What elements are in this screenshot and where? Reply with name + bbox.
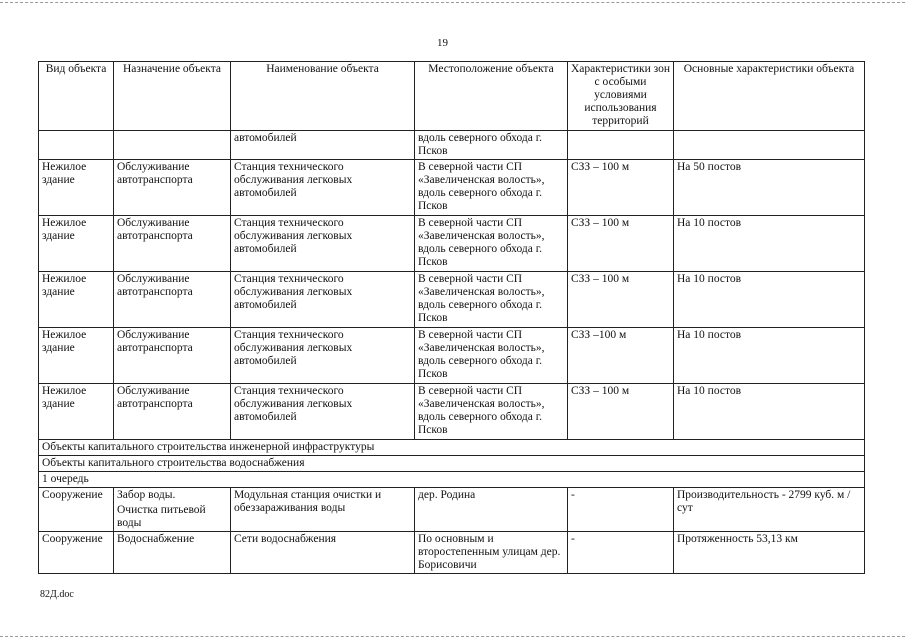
table-cell: СЗЗ – 100 м	[568, 160, 674, 216]
table-cell: СЗЗ – 100 м	[568, 216, 674, 272]
table-row	[39, 384, 865, 440]
table-cell: По основным и второстепенным улицам дер. Борисовичи	[415, 532, 568, 574]
page-number: 19	[437, 37, 448, 49]
section-title-water: Объекты капитального строительства водоснабжения	[39, 456, 865, 472]
table-row	[39, 216, 865, 272]
table-cell: Станция технического обслуживания легковых автомобилей	[231, 328, 415, 384]
table-cell: Обслуживание автотранспорта	[114, 384, 231, 440]
table-cell: Обслуживание автотранспорта	[114, 272, 231, 328]
table-cell: Сети водоснабжения	[231, 532, 415, 574]
stage-row	[39, 472, 865, 488]
table-cell	[39, 131, 114, 160]
header-row	[39, 62, 865, 131]
table-cell: Водоснабжение	[114, 532, 231, 574]
footer-filename: 82Д.doc	[40, 589, 74, 600]
table-cell	[568, 131, 674, 160]
stage-label: 1 очередь	[39, 472, 865, 488]
table-row	[39, 488, 865, 532]
scan-bottom-edge	[0, 636, 905, 637]
table-cell: Обслуживание автотранспорта	[114, 328, 231, 384]
table-cell: В северной части СП «Завеличенская волость», вдоль северного обхода г. Псков	[415, 272, 568, 328]
table-cell: Станция технического обслуживания легковых автомобилей	[231, 160, 415, 216]
table-cell: Нежилое здание	[39, 160, 114, 216]
table-row	[39, 160, 865, 216]
table-cell: Обслуживание автотранспорта	[114, 160, 231, 216]
table-cell: На 50 постов	[674, 160, 865, 216]
table-cell: В северной части СП «Завеличенская волость», вдоль северного обхода г. Псков	[415, 384, 568, 440]
table-cell	[114, 488, 231, 532]
purpose-line: Забор воды.	[117, 489, 176, 501]
table-row	[39, 131, 865, 160]
table-cell: На 10 постов	[674, 216, 865, 272]
section-row	[39, 456, 865, 472]
table-cell	[674, 131, 865, 160]
table-cell: СЗЗ –100 м	[568, 328, 674, 384]
table-cell: Нежилое здание	[39, 384, 114, 440]
col-header: Характеристики зон с особыми условиями использования территорий	[568, 62, 674, 131]
table-cell: На 10 постов	[674, 384, 865, 440]
table-cell: Производительность - 2799 куб. м /сут	[674, 488, 865, 532]
table-row	[39, 532, 865, 574]
table-cell: Модульная станция очистки и обеззараживания воды	[231, 488, 415, 532]
table-cell: На 10 постов	[674, 328, 865, 384]
col-header: Наименование объекта	[231, 62, 415, 131]
table-cell: Станция технического обслуживания легковых автомобилей	[231, 272, 415, 328]
table-cell: Нежилое здание	[39, 216, 114, 272]
col-header: Местоположение объекта	[415, 62, 568, 131]
purpose-line: Очистка питьевой воды	[117, 504, 206, 529]
table-cell: СЗЗ – 100 м	[568, 272, 674, 328]
col-header: Основные характеристики объекта	[674, 62, 865, 131]
table-cell: Сооружение	[39, 532, 114, 574]
col-header: Назначение объекта	[114, 62, 231, 131]
table-cell: На 10 постов	[674, 272, 865, 328]
table-cell: СЗЗ – 100 м	[568, 384, 674, 440]
table-cell: -	[568, 488, 674, 532]
table-cell: Протяженность 53,13 км	[674, 532, 865, 574]
section-title-engineering: Объекты капитального строительства инженерной инфраструктуры	[39, 440, 865, 456]
table-cell: Нежилое здание	[39, 272, 114, 328]
scan-top-edge	[0, 2, 905, 3]
table-cell: В северной части СП «Завеличенская волость», вдоль северного обхода г. Псков	[415, 160, 568, 216]
table-cell: Нежилое здание	[39, 328, 114, 384]
table-cell: Обслуживание автотранспорта	[114, 216, 231, 272]
table-cell: Станция технического обслуживания легковых автомобилей	[231, 216, 415, 272]
table-row	[39, 272, 865, 328]
table-cell: Станция технического обслуживания легковых автомобилей	[231, 384, 415, 440]
objects-table	[38, 61, 865, 574]
table-cell: автомобилей	[231, 131, 415, 160]
section-row	[39, 440, 865, 456]
table-cell	[114, 131, 231, 160]
col-header: Вид объекта	[39, 62, 114, 131]
table-cell: В северной части СП «Завеличенская волость», вдоль северного обхода г. Псков	[415, 216, 568, 272]
table-cell: дер. Родина	[415, 488, 568, 532]
table-row	[39, 328, 865, 384]
table-cell: В северной части СП «Завеличенская волость», вдоль северного обхода г. Псков	[415, 328, 568, 384]
table-cell: -	[568, 532, 674, 574]
table-cell: вдоль северного обхода г. Псков	[415, 131, 568, 160]
table-cell: Сооружение	[39, 488, 114, 532]
